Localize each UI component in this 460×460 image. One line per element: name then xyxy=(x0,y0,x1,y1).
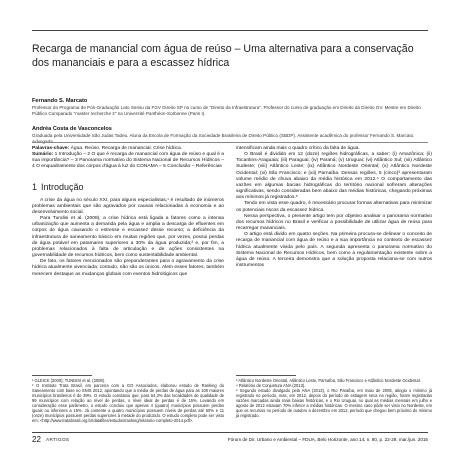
footnotes-left xyxy=(32,378,224,423)
footnote: ³ Atlântico Nordeste Oriental, Atlântico Leste, Parnaíba, São Francisco e Atlântico Nordeste Ocidental. xyxy=(236,378,421,383)
body-paragraph: Nessa perspectiva, o presente artigo tem por objetivo analisar o panorama normativo dos recursos hídricos no Brasil e verificar a possibilidade de utilizar água de reúso para recarregar mananciais. xyxy=(236,213,432,232)
section-number: 1 xyxy=(32,181,38,192)
section-label: ARTIGOS xyxy=(46,437,70,442)
keywords-label: Palavras-chave: xyxy=(32,146,70,151)
right-column xyxy=(236,146,432,269)
body-paragraph: De fato, os fatores mencionados são preponderantes para o agravamento da crise hídrica atualmente vivenciada; contudo, não são os únicos. Alem esses fatores, também merecem destaque as mudanças globais com eventos hidrológicos que xyxy=(32,259,224,277)
author-affiliation: Graduada pela Universidade São Judas Tadeu. Aluna da Escola de Formação da Sociedade Brasileira de Direito Público (SBDP). Assistente acadêmica do professor Fernando S. Marcato. Advogada. xyxy=(32,133,415,144)
left-column xyxy=(32,146,224,278)
top-rule xyxy=(32,30,428,31)
summary-text: 1 Introdução – 2 O que é recarga de manancial com água de reúso e qual é a sua importância? – 3 Panorama normativo do Sistema Nacional de Recursos Hídricos – 4 O enquadramento dos corpos d'água à luz do CONAMA – 5 Conclusão – Referências xyxy=(32,152,225,170)
author-affiliation: Professor do Programa de Pós-Graduação Lato Sensu da FGV Direito SP no curso de "Direito da Infraestrutura". Professor do curso de graduação em Direito da Direito GV. Mestre em Direito Público Comparado "master recherche 2" na Université Panthéon-Sorbonne (Paris I). xyxy=(32,105,421,116)
footnotes-right xyxy=(236,378,432,418)
page-footer xyxy=(32,436,428,446)
author-name: Fernando S. Marcato xyxy=(32,98,88,104)
header-divider xyxy=(32,142,428,143)
footnote-rule xyxy=(32,375,92,376)
page-number: 22 xyxy=(32,435,41,444)
body-paragraph: A crise da água no século XXI, para alguns especialistas,¹ é resultado de inúmeros problemas ambientais que são agravados por causas relacionadas à economia e ao desenvolvimento social. xyxy=(32,197,224,215)
body-paragraph: intensificam ainda mais o quadro crítico da falta de água. xyxy=(236,146,360,151)
journal-citation: Fórum de Dir. Urbano e Ambiental – FDUA, Belo Horizonte, ano 14, n. 80, p. 22-29, mar./jun. 2015 xyxy=(227,437,428,442)
summary-label: Sumário: xyxy=(32,152,54,158)
footnote: ¹ GLEICK (2000); TUNDISI et al. (2008). xyxy=(32,378,106,383)
footnote: ⁵ Segundo estudo divulgado pela ANA (2013), o Rio Paraíba, em maio de 2005, atingiu o mínimo já registrado no período, mas, em 2012, depois do período de estiagem seca na região, foram registradas vazões marcadas ainda mais baixas históricas, e o Rio Uruguai, no qual as médias mensais em julho e agosto de 2012 estavam 70% inferior a médias históricas. O mesmo caso pôde ser visto no Nordeste, em que os recursos no período de outubro a dezembro em 2012, período que chegou bem próximo do mínimo já registrado. xyxy=(236,388,432,418)
body-paragraph: O Brasil é dividido em 12 (doze) regiões hidrográficas, a saber: (i) Amazônica; (ii) Tocantins-Araguaia; (iii) Paraguai; (iv) Paraná; (v) Uruguai; (vi) Atlântico Sul; (vii) Atlântico Sudeste; (viii) Atlântico Leste; (ix) Atlântico Nordeste Oriental; (x) Atlântico Nordeste Ocidental; (xi) São Francisco; e (xii) Parnaíba. Dessas regiões, 5 (cinco)³ apresentaram volume médio de chuva abaixo da média histórica em 2012.⁴ O comportamento das vazões em algumas bacias hidrográficas do território nacional sofreram alterações significativas, sendo consideradas bem abaixo das médias históricas, chegando próximas aos mínimos já registrados.⁵ xyxy=(236,152,432,201)
footnote: ⁴ Relatório de Conjuntura ANA (2013). xyxy=(236,383,306,388)
body-paragraph: Para Tundisi et al. (2008), a crise hídrica está ligada a fatores como a intensa urbanização que aumenta a demanda pela água e amplia a descarga de efluentes em corpos de água causando o estresse e escassez desse recurso; a deficiência da infraestrutura de saneamento básico em muitas regiões que, por vezes, possui perdas de água potável em patamares superiores a 30% da água produzida;² e, por fim, a problemas relacionados à falta de articulação e de ações consistentes na governabilidade de recursos hídricos, bem como sustentabilidade ambiental. xyxy=(32,216,224,259)
summary xyxy=(32,152,224,170)
body-paragraph: Tendo em vista esse quadro, é necessário procurar formas alternativas para minimizar os potenciais riscos da escassez hídrica. xyxy=(236,201,432,213)
footnote: ² O Instituto Trata Brasil, em parceria com a GO Associados, elaborou estudo de Ranking do Saneamento com base no SNIS 2012, apontando que a média de perdas de água para as 100 maiores municípios brasileiros é de 39%. O estudo constatou que, para 54,3% das localidades de qualidade de 99 municípios com relação ao nível de perdas, o nível ideal de perdas é de 15%. Levando em consideração esse parâmetro, o estudo concluiu que apenas 4 (quatro) municípios possuem perdas iguais ou inferiores a 15%. Já contente a quatro municípios possuem níveis de perdas até 60% e 11 (onze) municípios possuem perdas superiores à metade do produzido. O estudo completo pode ser visto em: <http://www.tratabrasil.org.br/datafiles/estudos/ranking/relatorio-completo-2014.pdf>. xyxy=(32,383,224,423)
keywords-text: Água. Reúso. Recarga de manancial. Crise hídrica. xyxy=(70,146,183,151)
footnote-rule xyxy=(236,375,296,376)
footer-rule xyxy=(32,432,428,433)
body-paragraph: O artigo está divido em quatro seções. Na primeira procura-se delinear o conceito de recarga de manancial com água de reúso e a sua importância no contexto de escassez hídrica atualmente vivida pelo país. A segunda apresenta o panorama normativo do Sistema Nacional de Recursos Hídricos, bem como a regulamentação existente sobre a água de reúso. A terceira demonstra que a solução proposta relaciona-se com outros instrumentos xyxy=(236,232,432,268)
author-name: Andréa Costa de Vasconcelos xyxy=(32,126,112,132)
author-block xyxy=(32,98,432,116)
section-title: Introdução xyxy=(41,181,84,192)
article-title: Recarga de manancial com água de reúso – Uma alternativa para a conservação dos mananciais e para a escassez hídrica xyxy=(32,43,414,69)
section-heading xyxy=(32,181,224,193)
